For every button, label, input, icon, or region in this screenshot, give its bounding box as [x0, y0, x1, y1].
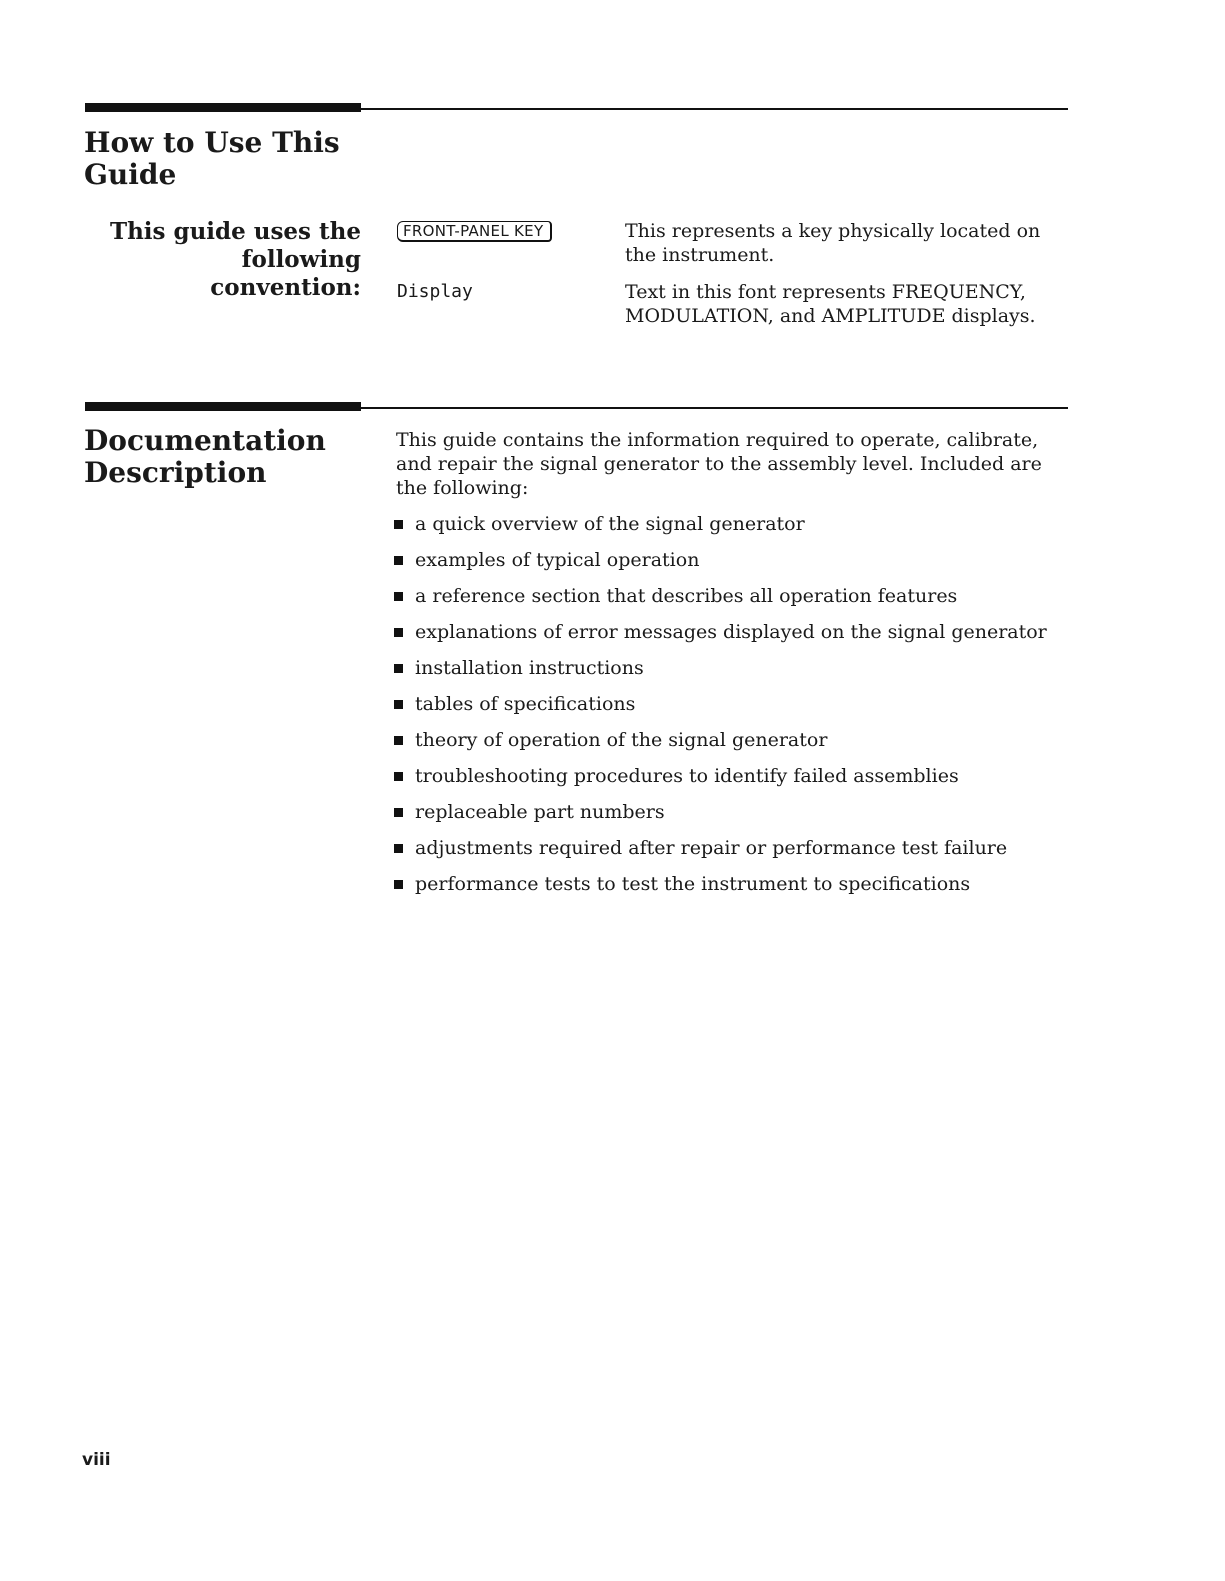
convention-term-display: Display	[397, 281, 473, 302]
section-rule-documentation	[85, 402, 1068, 413]
list-item: theory of operation of the signal generator	[393, 728, 1093, 764]
list-item: a quick overview of the signal generator	[393, 512, 1093, 548]
bullet-square-icon	[394, 520, 403, 529]
heading-how-to-use-this-guide: How to Use This Guide	[84, 126, 340, 191]
documentation-list	[393, 512, 1093, 908]
front-panel-key-symbol: FRONT-PANEL KEY	[397, 221, 552, 242]
bullet-square-icon	[394, 772, 403, 781]
bullet-square-icon	[394, 700, 403, 709]
heading-documentation-description: Documentation Description	[84, 424, 326, 489]
documentation-intro: This guide contains the information required to operate, calibrate, and repair the signal generator to the assembly level. Included are the following:	[396, 429, 1042, 499]
convention-desc-front-panel-key: This represents a key physically located on the instrument.	[625, 220, 1041, 266]
list-item: adjustments required after repair or performance test failure	[393, 836, 1093, 872]
list-item: tables of specifications	[393, 692, 1093, 728]
section-rule-how-to-use	[85, 103, 1068, 114]
list-item: examples of typical operation	[393, 548, 1093, 584]
list-item: performance tests to test the instrument to specifications	[393, 872, 1093, 908]
bullet-square-icon	[394, 808, 403, 817]
bullet-square-icon	[394, 592, 403, 601]
bullet-square-icon	[394, 556, 403, 565]
bullet-square-icon	[394, 736, 403, 745]
bullet-square-icon	[394, 880, 403, 889]
bullet-square-icon	[394, 628, 403, 637]
bullet-square-icon	[394, 664, 403, 673]
convention-label: This guide uses the following convention:	[109, 218, 361, 301]
list-item: troubleshooting procedures to identify failed assemblies	[393, 764, 1093, 800]
bullet-square-icon	[394, 844, 403, 853]
convention-desc-display: Text in this font represents FREQUENCY, MODULATION, and AMPLITUDE displays.	[625, 281, 1036, 327]
list-item: installation instructions	[393, 656, 1093, 692]
list-item: explanations of error messages displayed on the signal generator	[393, 620, 1093, 656]
page-number: viii	[82, 1450, 111, 1470]
convention-term-front-panel-key	[397, 221, 552, 242]
list-item: a reference section that describes all operation features	[393, 584, 1093, 620]
list-item: replaceable part numbers	[393, 800, 1093, 836]
